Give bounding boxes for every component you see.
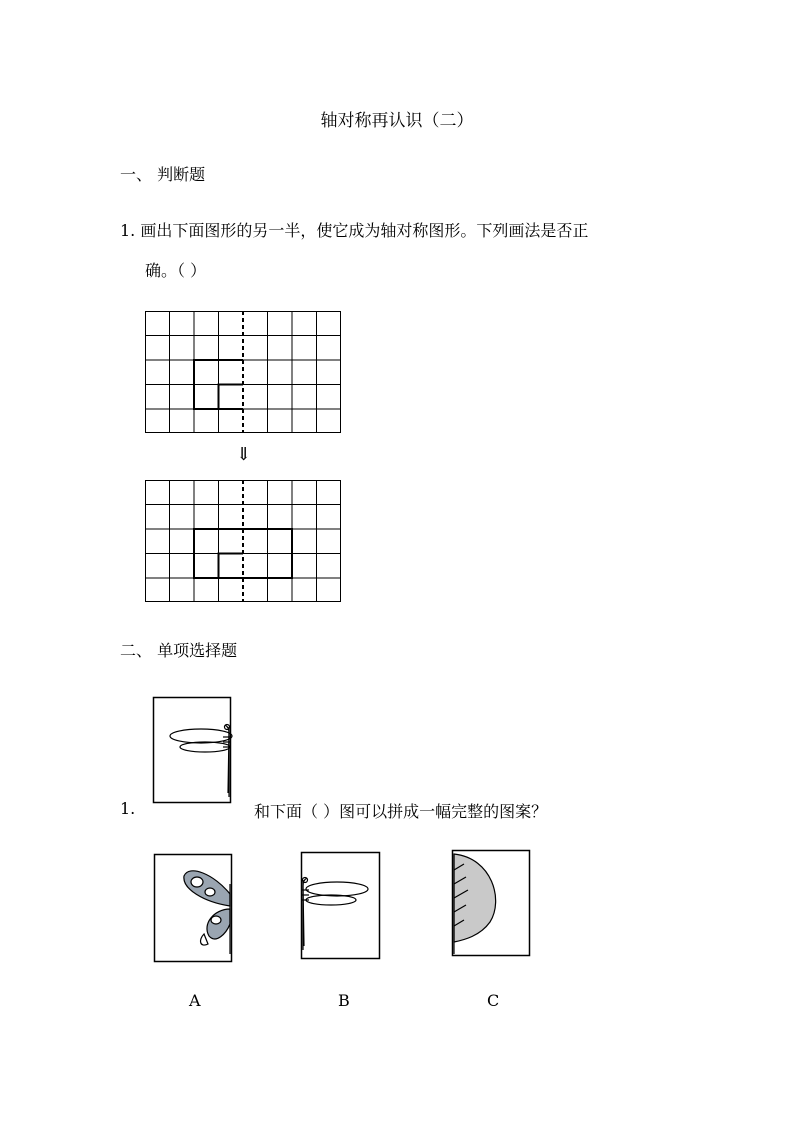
question-2-text: 和下面（ ）图可以拼成一幅完整的图案？ [254, 802, 548, 821]
question-2-number: 1. [120, 799, 136, 818]
down-arrow: ⇓ [236, 444, 252, 465]
option-b-label: B [338, 991, 350, 1010]
dragonfly-mirror-icon [301, 852, 380, 959]
question-1-line-2: 确。（ ） [145, 261, 207, 280]
question-1-line-1: 1. 画出下面图形的另一半，使它成为轴对称图形。下列画法是否正 [120, 221, 589, 240]
option-c-label: C [487, 991, 500, 1010]
page-title: 轴对称再认识（二） [320, 111, 474, 131]
section-1-heading: 一、 判断题 [120, 165, 206, 184]
option-a-label: A [189, 991, 201, 1010]
grid-answer [145, 480, 341, 602]
grid-original [145, 311, 341, 433]
dragonfly-half-icon [153, 697, 231, 803]
section-2-heading: 二、 单项选择题 [120, 641, 238, 660]
butterfly-half-icon [154, 854, 232, 962]
leaf-half-icon [452, 850, 530, 956]
